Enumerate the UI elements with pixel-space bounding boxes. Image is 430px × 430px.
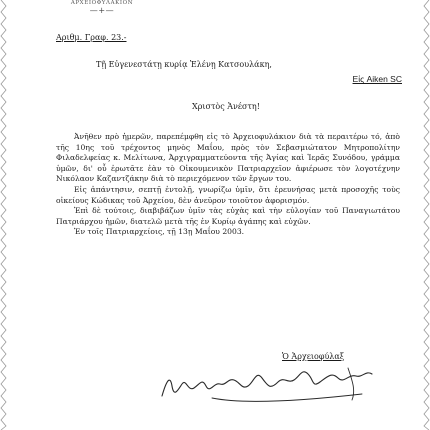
paragraph: Εἰς ἀπάντησιν, σεπτῇ ἐντολῇ, γνωρίζω ὑμῖν, ὅτι ἐρευνήσας μετὰ προσοχῆς τοὺς οἰκείους Κώδικας τοῦ Ἀρχείου, δὲν ἀνεῦρον τοιοῦτον ἀφορισμόν. (56, 184, 400, 205)
letter-date: Ἐν τοῖς Πατριαρχείοις, τῇ 13ῃ Μαΐου 2003. (74, 227, 245, 237)
signature-title: Ὁ Ἀρχειοφύλαξ (282, 352, 345, 361)
page-border-left (0, 0, 7, 430)
letterhead-ornament: —+— (89, 6, 115, 15)
letterhead (62, 0, 142, 15)
letterhead-org: ΑΡΧΕΙΟΦΥΛΑΚΙΟΝ (70, 0, 134, 6)
recipient-location: Εἰς Aiken SC (352, 74, 402, 84)
page-border-right (423, 0, 430, 430)
handwritten-signature (152, 360, 402, 420)
reference-number: Αριθμ. Γραφ. 23.- (56, 33, 127, 42)
letter-page (12, 0, 418, 430)
letter-body (56, 132, 400, 238)
paragraph: Ἐπὶ δὲ τούτοις, διαβιβάζων ὑμῖν τὰς εὐχὰς καὶ τὴν εὐλογίαν τοῦ Παναγιωτάτου Πατριάρχου ἡμῶν, διατελῶ μετὰ τῆς ἐν Κυρίῳ ἀγάπης καὶ εὐχῶν. (56, 206, 400, 226)
addressee: Τῇ Εὐγενεστάτῃ κυρίᾳ Ἑλένῃ Κατσουλάκη, (96, 60, 272, 69)
greeting: Χριστὸς Ἀνέστη! (192, 102, 260, 111)
paragraph: Ἀνῆθεν πρὸ ἡμερῶν, παρεπέμφθη εἰς τὸ Ἀρχειοφυλάκιον διὰ τὰ περαιτέρω τό, ἀπὸ τῆς 10ης τοῦ τρέχοντος μηνὸς Μαΐου, πρὸς τὸν Σεβασμιώτατον Μητροπολίτην Φιλαδελφείας κ. Μελίτωνα, Ἀρχιγραμματεύοντα τῆς Ἁγίας καὶ Ἱερᾶς Συνόδου, γράμμα ὑμῶν, δι' οὗ ἐρωτᾶτε ἐὰν τὸ Οἰκουμενικὸν Πατριαρχεῖον ἀφιέρωσε τὸν λογοτέχνην Νικόλαον Καζαντζάκην διὰ τὸ περιεχόμενον τῶν ἔργων του. (56, 132, 400, 184)
